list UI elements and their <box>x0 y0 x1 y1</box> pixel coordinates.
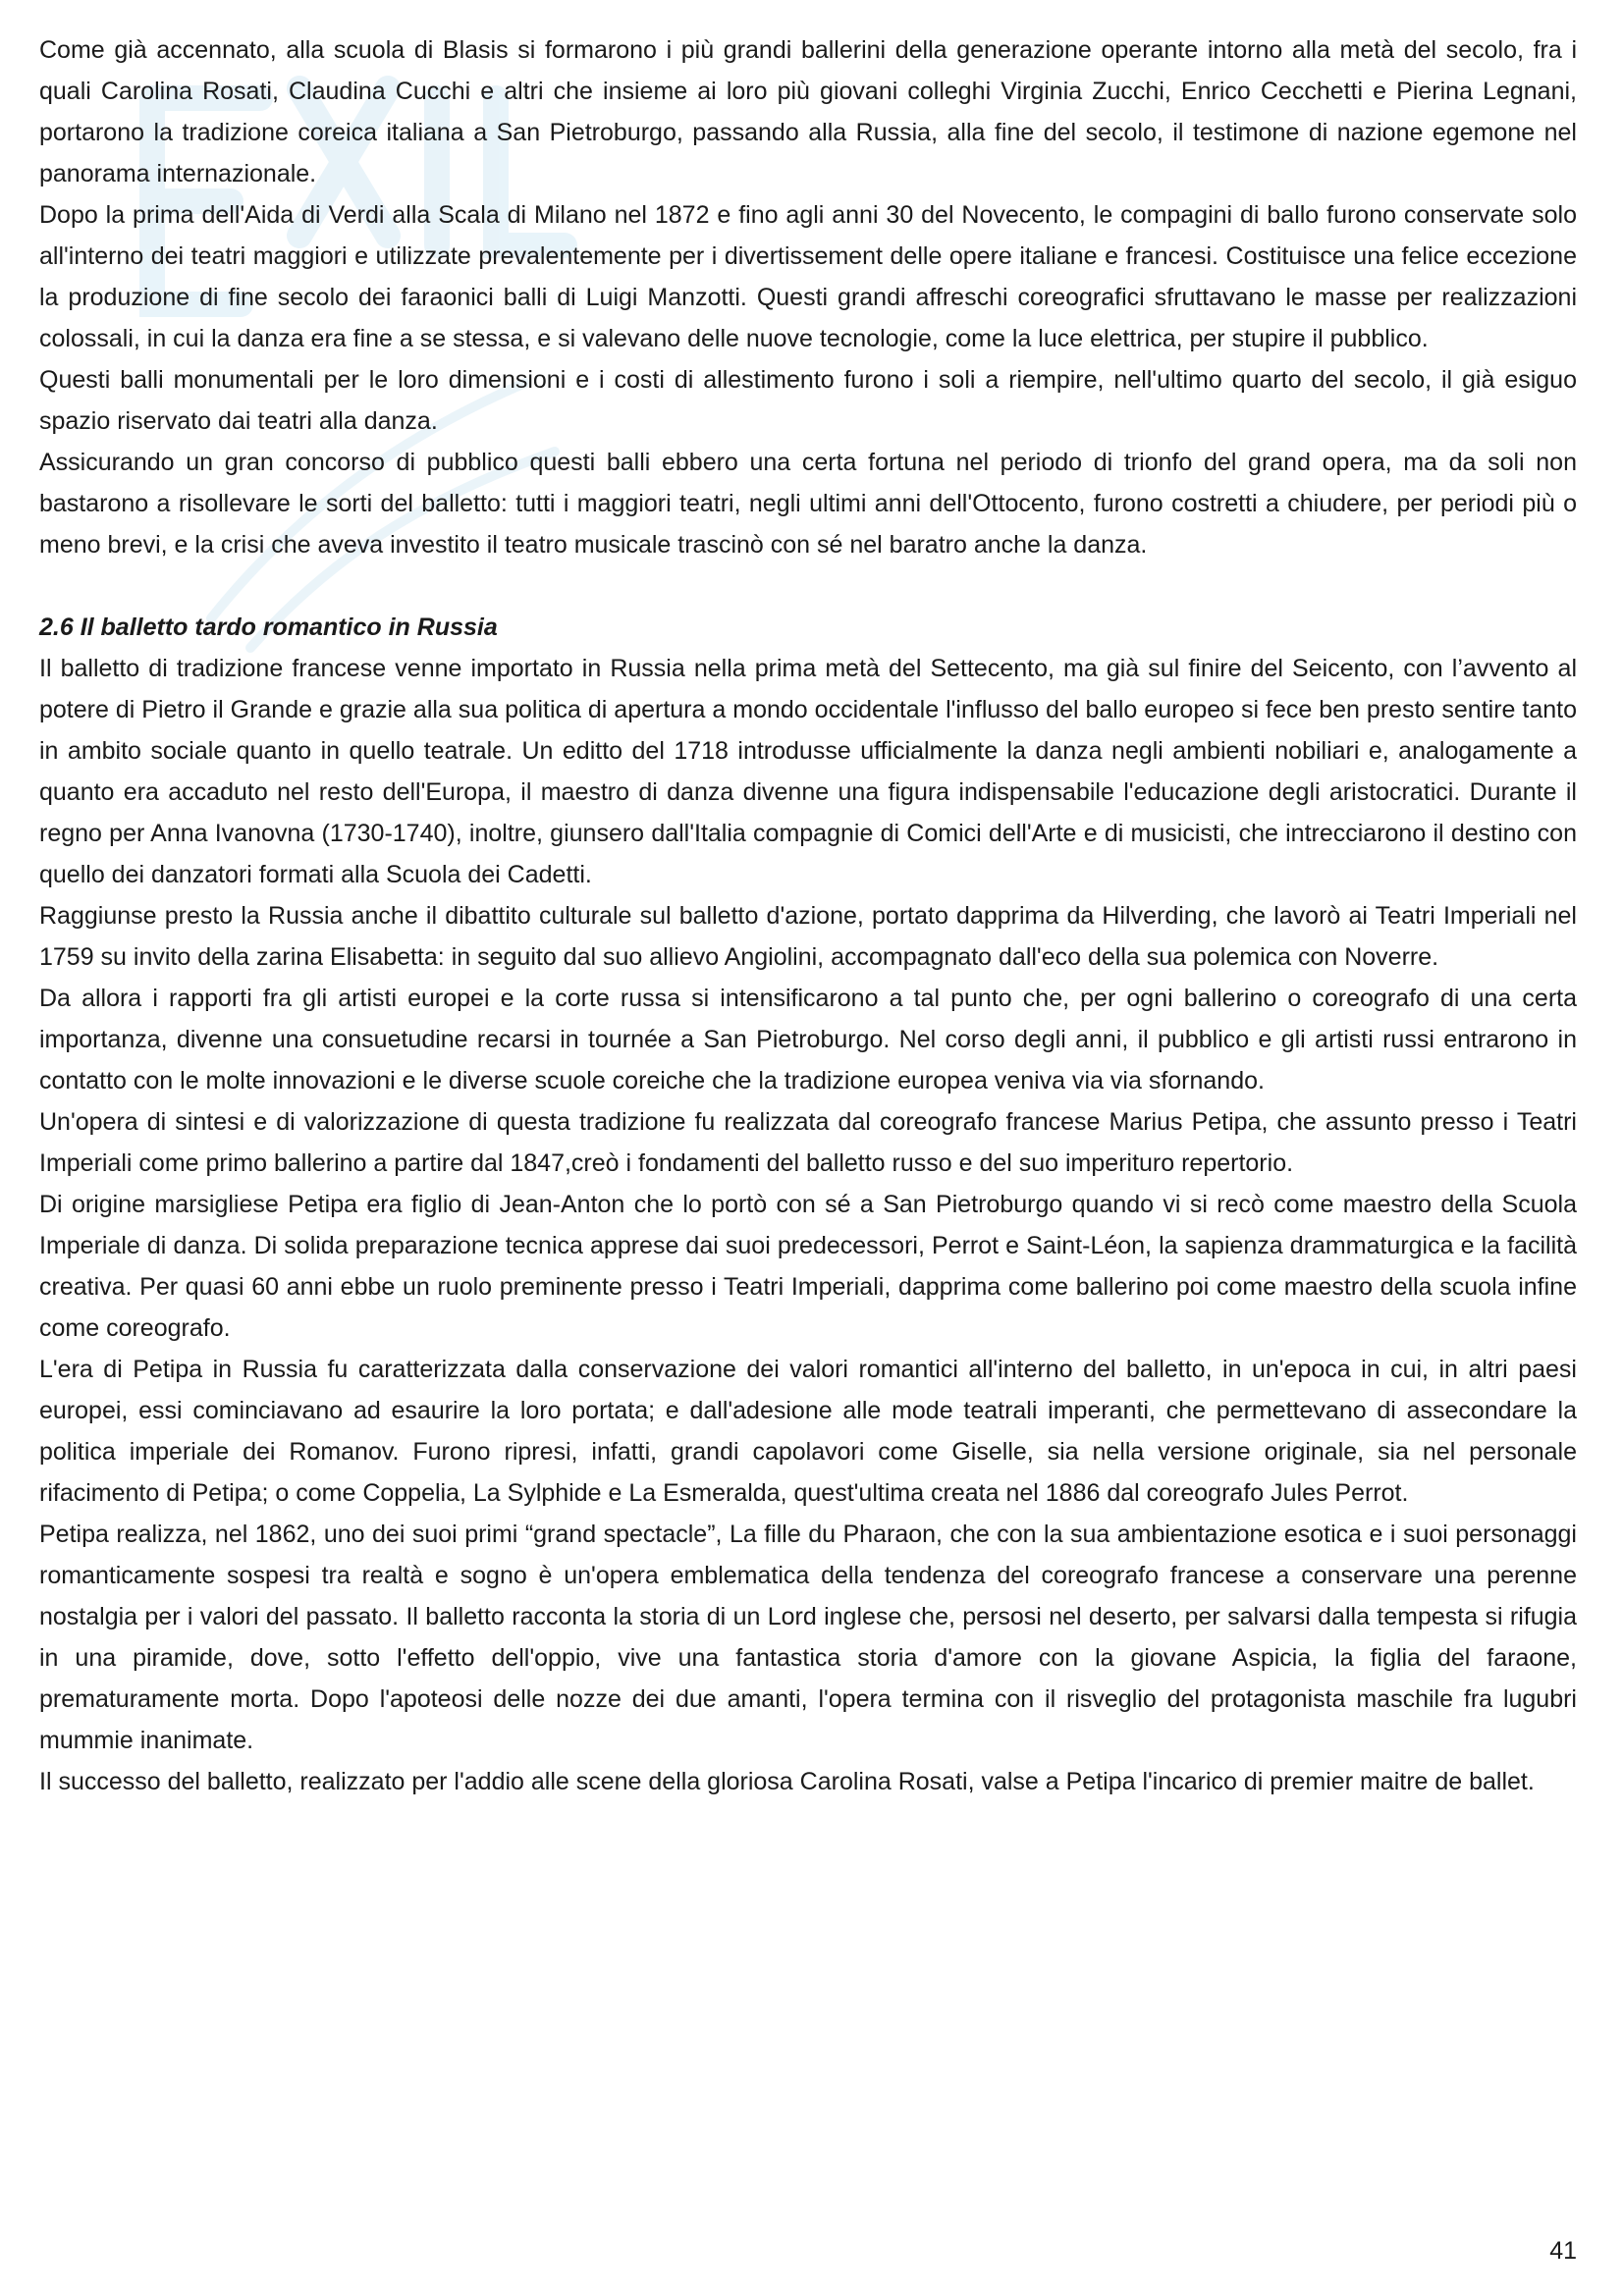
section-heading: 2.6 Il balletto tardo romantico in Russia <box>39 614 498 641</box>
paragraph: Di origine marsigliese Petipa era figlio di Jean-Anton che lo portò con sé a San Pietroburgo quando vi si recò come maestro della Scuola Imperiale di danza. Di solida preparazione tecnica apprese dai suoi predecessori, Perrot e Saint-Léon, la sapienza drammaturgica e la facilità creativa. Per quasi 60 anni ebbe un ruolo preminente presso i Teatri Imperiali, dapprima come ballerino poi come maestro della scuola infine come coreografo. <box>39 1191 1577 1342</box>
document-body <box>39 29 1577 1802</box>
paragraph: Un'opera di sintesi e di valorizzazione di questa tradizione fu realizzata dal coreografo francese Marius Petipa, che assunto presso i Teatri Imperiali come primo ballerino a partire dal 1847,creò i fondamenti del balletto russo e del suo imperituro repertorio. <box>39 1108 1577 1177</box>
paragraph: Petipa realizza, nel 1862, uno dei suoi primi “grand spectacle”, La fille du Pharaon, che con la sua ambientazione esotica e i suoi personaggi romanticamente sospesi tra realtà e sogno è un'opera emblematica della tendenza del coreografo francese a conservare una perenne nostalgia per i valori del passato. Il balletto racconta la storia di un Lord inglese che, persosi nel deserto, per salvarsi dalla tempesta si rifugia in una piramide, dove, sotto l'effetto dell'oppio, vive una fantastica storia d'amore con la giovane Aspicia, la figlia del faraone, prematuramente morta. Dopo l'apoteosi delle nozze dei due amanti, l'opera termina con il risveglio del protagonista maschile fra lugubri mummie inanimate. <box>39 1521 1577 1754</box>
paragraph: Da allora i rapporti fra gli artisti europei e la corte russa si intensificarono a tal punto che, per ogni ballerino o coreografo di una certa importanza, divenne una consuetudine recarsi in tournée a San Pietroburgo. Nel corso degli anni, il pubblico e gli artisti russi entrarono in contatto con le molte innovazioni e le diverse scuole coreiche che la tradizione europea veniva via via sfornando. <box>39 985 1577 1095</box>
paragraph: Raggiunse presto la Russia anche il dibattito culturale sul balletto d'azione, portato dapprima da Hilverding, che lavorò ai Teatri Imperiali nel 1759 su invito della zarina Elisabetta: in seguito dal suo allievo Angiolini, accompagnato dall'eco della sua polemica con Noverre. <box>39 902 1577 971</box>
paragraph: Assicurando un gran concorso di pubblico questi balli ebbero una certa fortuna nel periodo di trionfo del grand opera, ma da soli non bastarono a risollevare le sorti del balletto: tutti i maggiori teatri, negli ultimi anni dell'Ottocento, furono costretti a chiudere, per periodi più o meno brevi, e la crisi che aveva investito il teatro musicale trascinò con sé nel baratro anche la danza. <box>39 449 1577 559</box>
paragraph: Come già accennato, alla scuola di Blasis si formarono i più grandi ballerini della generazione operante intorno alla metà del secolo, fra i quali Carolina Rosati, Claudina Cucchi e altri che insieme ai loro più giovani colleghi Virginia Zucchi, Enrico Cecchetti e Pierina Legnani, portarono la tradizione coreica italiana a San Pietroburgo, passando alla Russia, alla fine del secolo, il testimone di nazione egemone nel panorama internazionale. <box>39 36 1577 187</box>
paragraph: Dopo la prima dell'Aida di Verdi alla Scala di Milano nel 1872 e fino agli anni 30 del Novecento, le compagini di ballo furono conservate solo all'interno dei teatri maggiori e utilizzate prevalentemente per i divertissement delle opere italiane e francesi. Costituisce una felice eccezione la produzione di fine secolo dei faraonici balli di Luigi Manzotti. Questi grandi affreschi coreografici sfruttavano le masse per realizzazioni colossali, in cui la danza era fine a se stessa, e si valevano delle nuove tecnologie, come la luce elettrica, per stupire il pubblico. <box>39 201 1577 352</box>
paragraph: Il successo del balletto, realizzato per l'addio alle scene della gloriosa Carolina Rosati, valse a Petipa l'incarico di premier maitre de ballet. <box>39 1768 1535 1795</box>
page-number: 41 <box>1549 2237 1577 2265</box>
paragraph: Questi balli monumentali per le loro dimensioni e i costi di allestimento furono i soli a riempire, nell'ultimo quarto del secolo, il già esiguo spazio riservato dai teatri alla danza. <box>39 366 1577 435</box>
paragraph: L'era di Petipa in Russia fu caratterizzata dalla conservazione dei valori romantici all'interno del balletto, in un'epoca in cui, in altri paesi europei, essi cominciavano ad esaurire la loro portata; e dall'adesione alle mode teatrali imperanti, che permettevano di assecondare la politica imperiale dei Romanov. Furono ripresi, infatti, grandi capolavori come Giselle, sia nella versione originale, sia nel personale rifacimento di Petipa; o come Coppelia, La Sylphide e La Esmeralda, quest'ultima creata nel 1886 dal coreografo Jules Perrot. <box>39 1356 1577 1507</box>
paragraph: Il balletto di tradizione francese venne importato in Russia nella prima metà del Settecento, ma già sul finire del Seicento, con l’avvento al potere di Pietro il Grande e grazie alla sua politica di apertura a mondo occidentale l'influsso del ballo europeo si fece ben presto sentire tanto in ambito sociale quanto in quello teatrale. Un editto del 1718 introdusse ufficialmente la danza negli ambienti nobiliari e, analogamente a quanto era accaduto nel resto dell'Europa, il maestro di danza divenne una figura indispensabile l'educazione degli aristocratici. Durante il regno per Anna Ivanovna (1730-1740), inoltre, giunsero dall'Italia compagnie di Comici dell'Arte e di musicisti, che intrecciarono il destino con quello dei danzatori formati alla Scuola dei Cadetti. <box>39 655 1577 888</box>
